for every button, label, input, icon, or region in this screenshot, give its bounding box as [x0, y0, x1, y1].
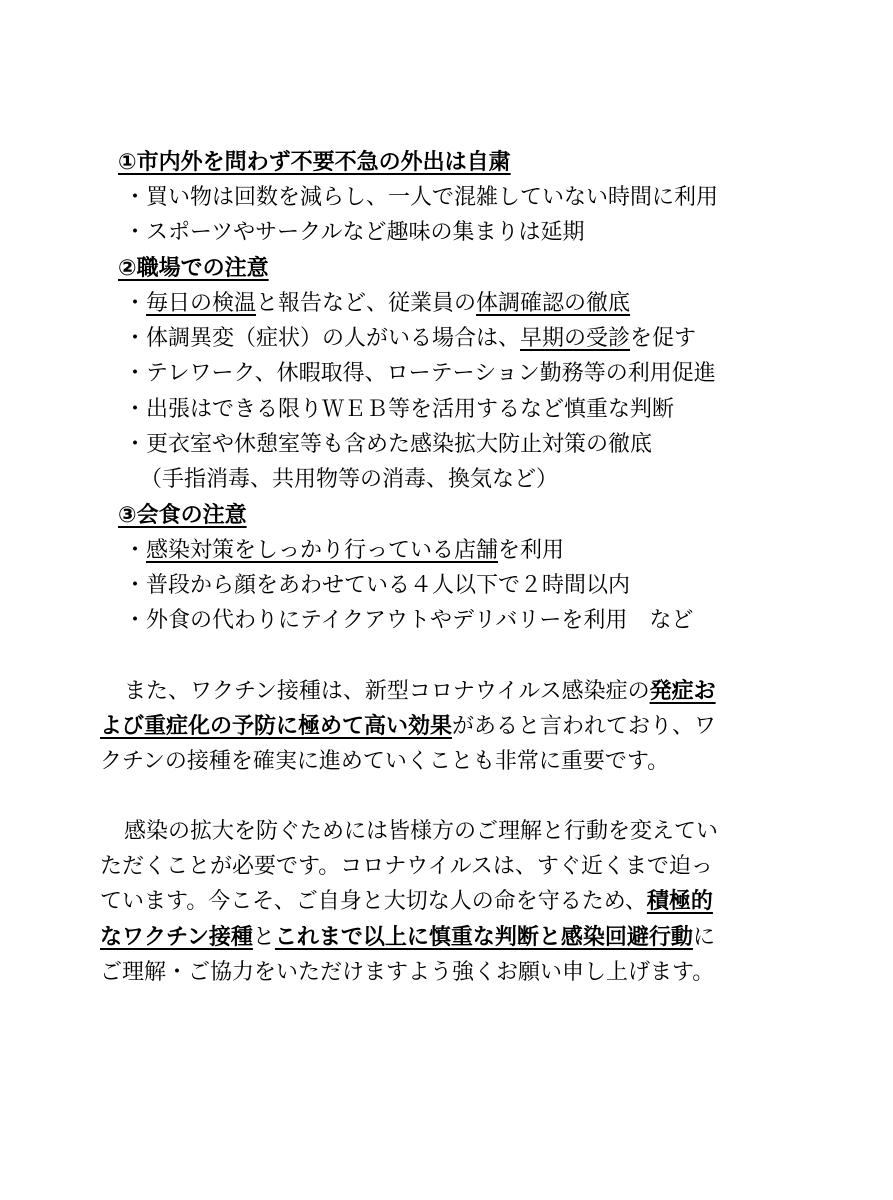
emphasis-text: 感染対策をしっかり行っている店舗: [146, 538, 499, 563]
plain-text: また、ワクチン接種は、新型コロナウイルス感染症の: [124, 679, 650, 704]
plain-text: を促す: [630, 326, 697, 351]
paragraph-line: [124, 675, 716, 709]
plain-text: に: [692, 925, 715, 950]
emphasis-text: これまで以上に慎重な判断と感染回避行動: [274, 925, 693, 950]
section-heading-dining: ③会食の注意: [118, 503, 247, 528]
emphasis-text: 早期の受診: [520, 326, 631, 351]
emphasis-text: 発症お: [649, 679, 716, 704]
plain-text: ・体調異変（症状）の人がいる場合は、: [124, 326, 521, 351]
paragraph-line: [100, 885, 713, 919]
section-heading-workplace: ②職場での注意: [118, 256, 269, 281]
plain-text: ています。今こそ、ご自身と大切な人の命を守るため、: [100, 889, 647, 914]
list-item: [124, 287, 630, 321]
bullet-text: ・: [124, 291, 147, 316]
list-item: ・スポーツやサークルなど趣味の集まりは延期: [124, 220, 585, 245]
paragraph-line: ご理解・ご協力をいただけますよう強くお願い申し上げます。: [100, 960, 715, 985]
list-item: ・出張はできる限りＷＥＢ等を活用するなど慎重な判断: [124, 397, 675, 422]
list-item: ・テレワーク、休暇取得、ローテーション勤務等の利用促進: [124, 361, 716, 386]
list-item: [124, 534, 564, 568]
plain-text: があると言われており、ワ: [452, 714, 717, 739]
list-item: ・外食の代わりにテイクアウトやデリバリーを利用 など: [124, 608, 694, 633]
emphasis-text: なワクチン接種: [100, 925, 253, 950]
bullet-text: ・: [124, 538, 147, 563]
list-item: ・普段から顔をあわせている４人以下で２時間以内: [124, 573, 631, 598]
list-item: ・更衣室や休憩室等も含めた感染拡大防止対策の徹底: [124, 432, 653, 457]
emphasis-text: 毎日の検温: [146, 291, 257, 316]
paragraph-line: [100, 710, 716, 744]
paragraph-line: [100, 921, 715, 955]
emphasis-text: 積極的: [646, 889, 713, 914]
plain-text: を利用: [498, 538, 565, 563]
emphasis-text: よび重症化の予防に極めて高い効果: [100, 714, 453, 739]
paragraph-line: ただくことが必要です。コロナウイルスは、すぐ近くまで迫っ: [100, 854, 713, 879]
emphasis-text: 体調確認の徹底: [476, 291, 631, 316]
list-item: [124, 322, 696, 356]
plain-text: と: [252, 925, 275, 950]
section-heading-outings: ①市内外を問わず不要不急の外出は自粛: [118, 150, 511, 175]
paragraph-line: 感染の拡大を防ぐためには皆様方のご理解と行動を変えてい: [124, 819, 719, 844]
list-item-note: （手指消毒、共用物等の消毒、換気など）: [140, 467, 559, 492]
plain-text: と報告など、従業員の: [256, 291, 477, 316]
paragraph-line: クチンの接種を確実に進めていくことも非常に重要です。: [100, 749, 670, 774]
list-item: ・買い物は回数を減らし、一人で混雑していない時間に利用: [124, 185, 719, 210]
